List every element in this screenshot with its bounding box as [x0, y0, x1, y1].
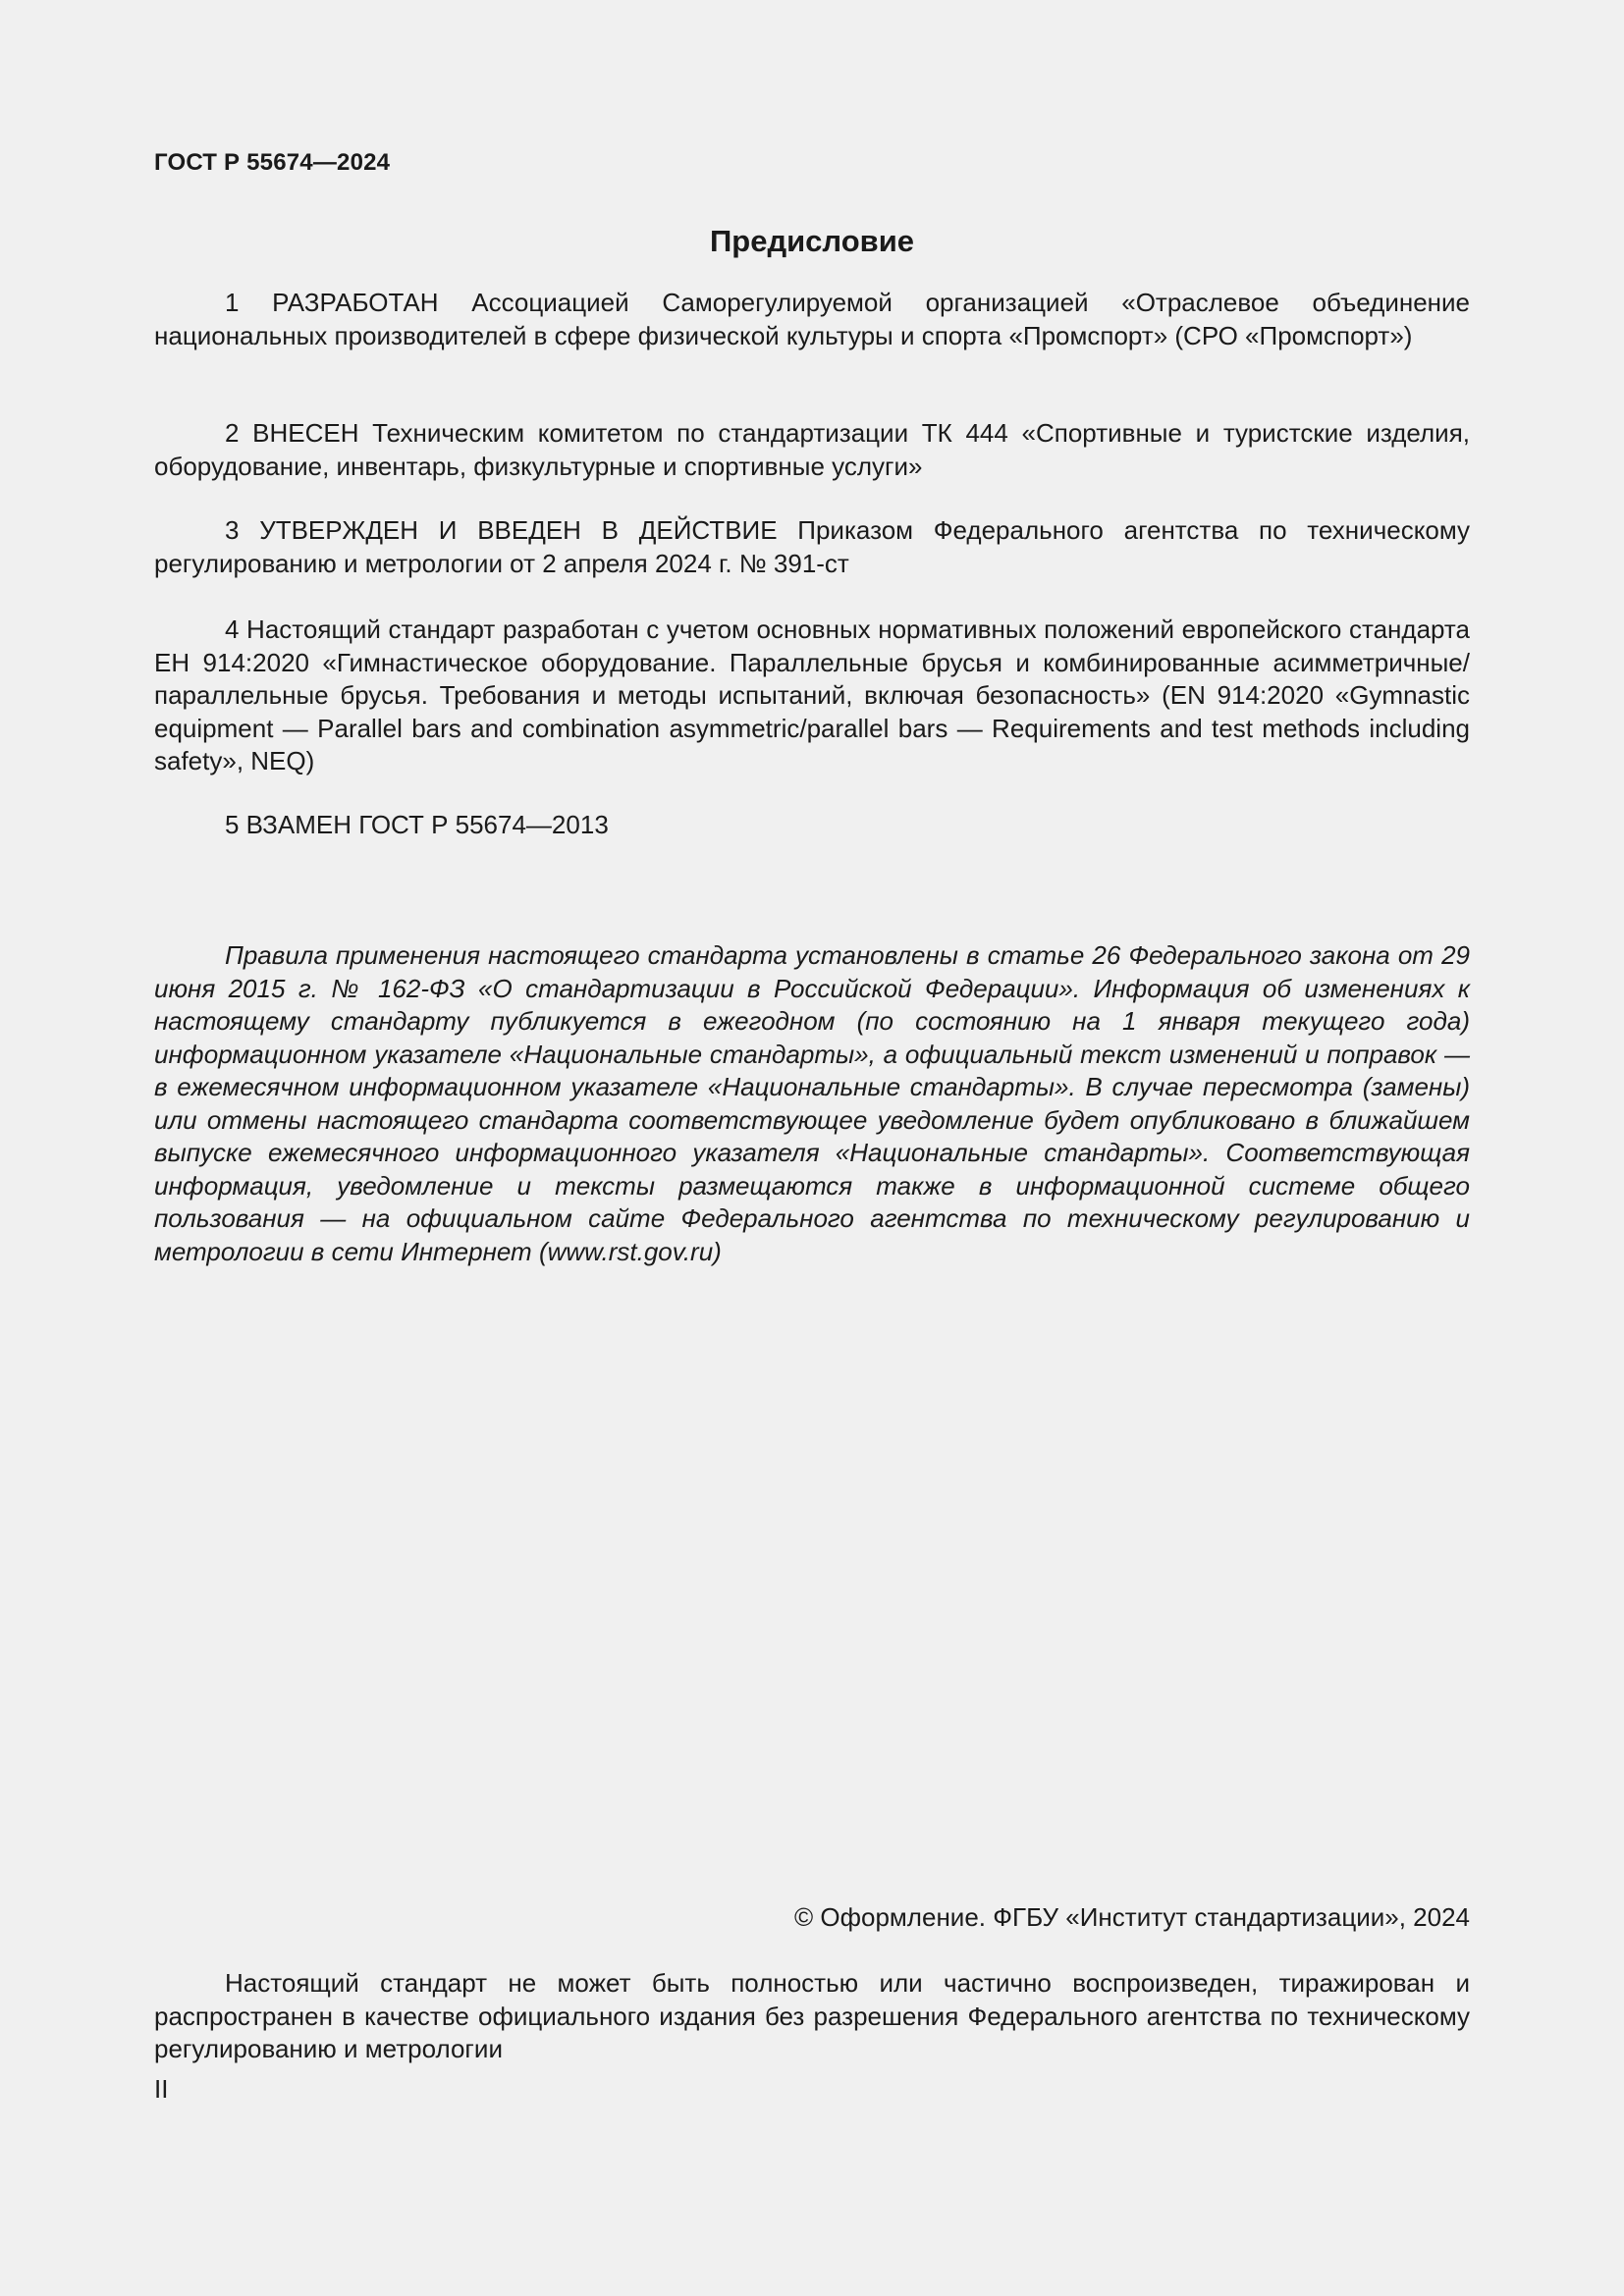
foreword-item-3: 3 УТВЕРЖДЕН И ВВЕДЕН В ДЕЙСТВИЕ Приказом Федерального агентства по техническому регулированию и метрологии от 2 апреля 2024 г. № 391-ст	[154, 515, 1470, 578]
foreword-item-5: 5 ВЗАМЕН ГОСТ Р 55674—2013	[225, 810, 609, 839]
copyright-line: © Оформление. ФГБУ «Институт стандартизации», 2024	[794, 1902, 1470, 1932]
foreword-item-2: 2 ВНЕСЕН Техническим комитетом по стандартизации ТК 444 «Спортивные и туристские изделия, оборудование, инвентарь, физкультурные и спортивные услуги»	[154, 418, 1470, 481]
application-rules-notice: Правила применения настоящего стандарта установлены в статье 26 Федерального закона от 29 июня 2015 г. № 162-ФЗ «О стандартизации в Российской Федерации». Информация об изменениях к настоящему стандарту публикуется в ежегодном (по состоянию на 1 января текущего года) информационном указателе «Национальные стандарты», а официальный текст изменений и поправок — в ежемесячном информационном указателе «Национальные стандарты». В случае пересмотра (замены) или отмены настоящего стандарта соответствующее уведомление будет опубликовано в ближайшем выпуске ежемесячного информационного указателя «Национальные стандарты». Соответствующая информация, уведомление и тексты размещаются также в информационной системе общего пользования — на официальном сайте Федерального агентства по техническому регулированию и метрологии в сети Интернет (www.rst.gov.ru)	[154, 940, 1470, 1266]
reproduction-notice: Настоящий стандарт не может быть полностью или частично воспроизведен, тиражирован и распространен в качестве официального издания без разрешения Федерального агентства по техническому регулированию и метрологии	[154, 1968, 1470, 2063]
document-code: ГОСТ Р 55674—2024	[154, 149, 391, 176]
document-page	[154, 0, 1470, 2296]
page-number: II	[154, 2074, 169, 2104]
foreword-item-1: 1 РАЗРАБОТАН Ассоциацией Саморегулируемой организацией «Отраслевое объединение национальных производителей в сфере физической культуры и спорта «Промспорт» (СРО «Промспорт»)	[154, 288, 1470, 350]
page-title: Предисловие	[709, 224, 914, 258]
foreword-item-4: 4 Настоящий стандарт разработан с учетом основных нормативных положений европейского стандарта ЕН 914:2020 «Гимнастическое оборудование. Параллельные брусья и комбинированные асимметричные/параллельные брусья. Требования и методы испытаний, включая безопасность» (EN 914:2020 «Gymnastic equipment — Parallel bars and combination asymmetric/parallel bars — Requirements and test methods including safety», NEQ)	[154, 614, 1470, 775]
